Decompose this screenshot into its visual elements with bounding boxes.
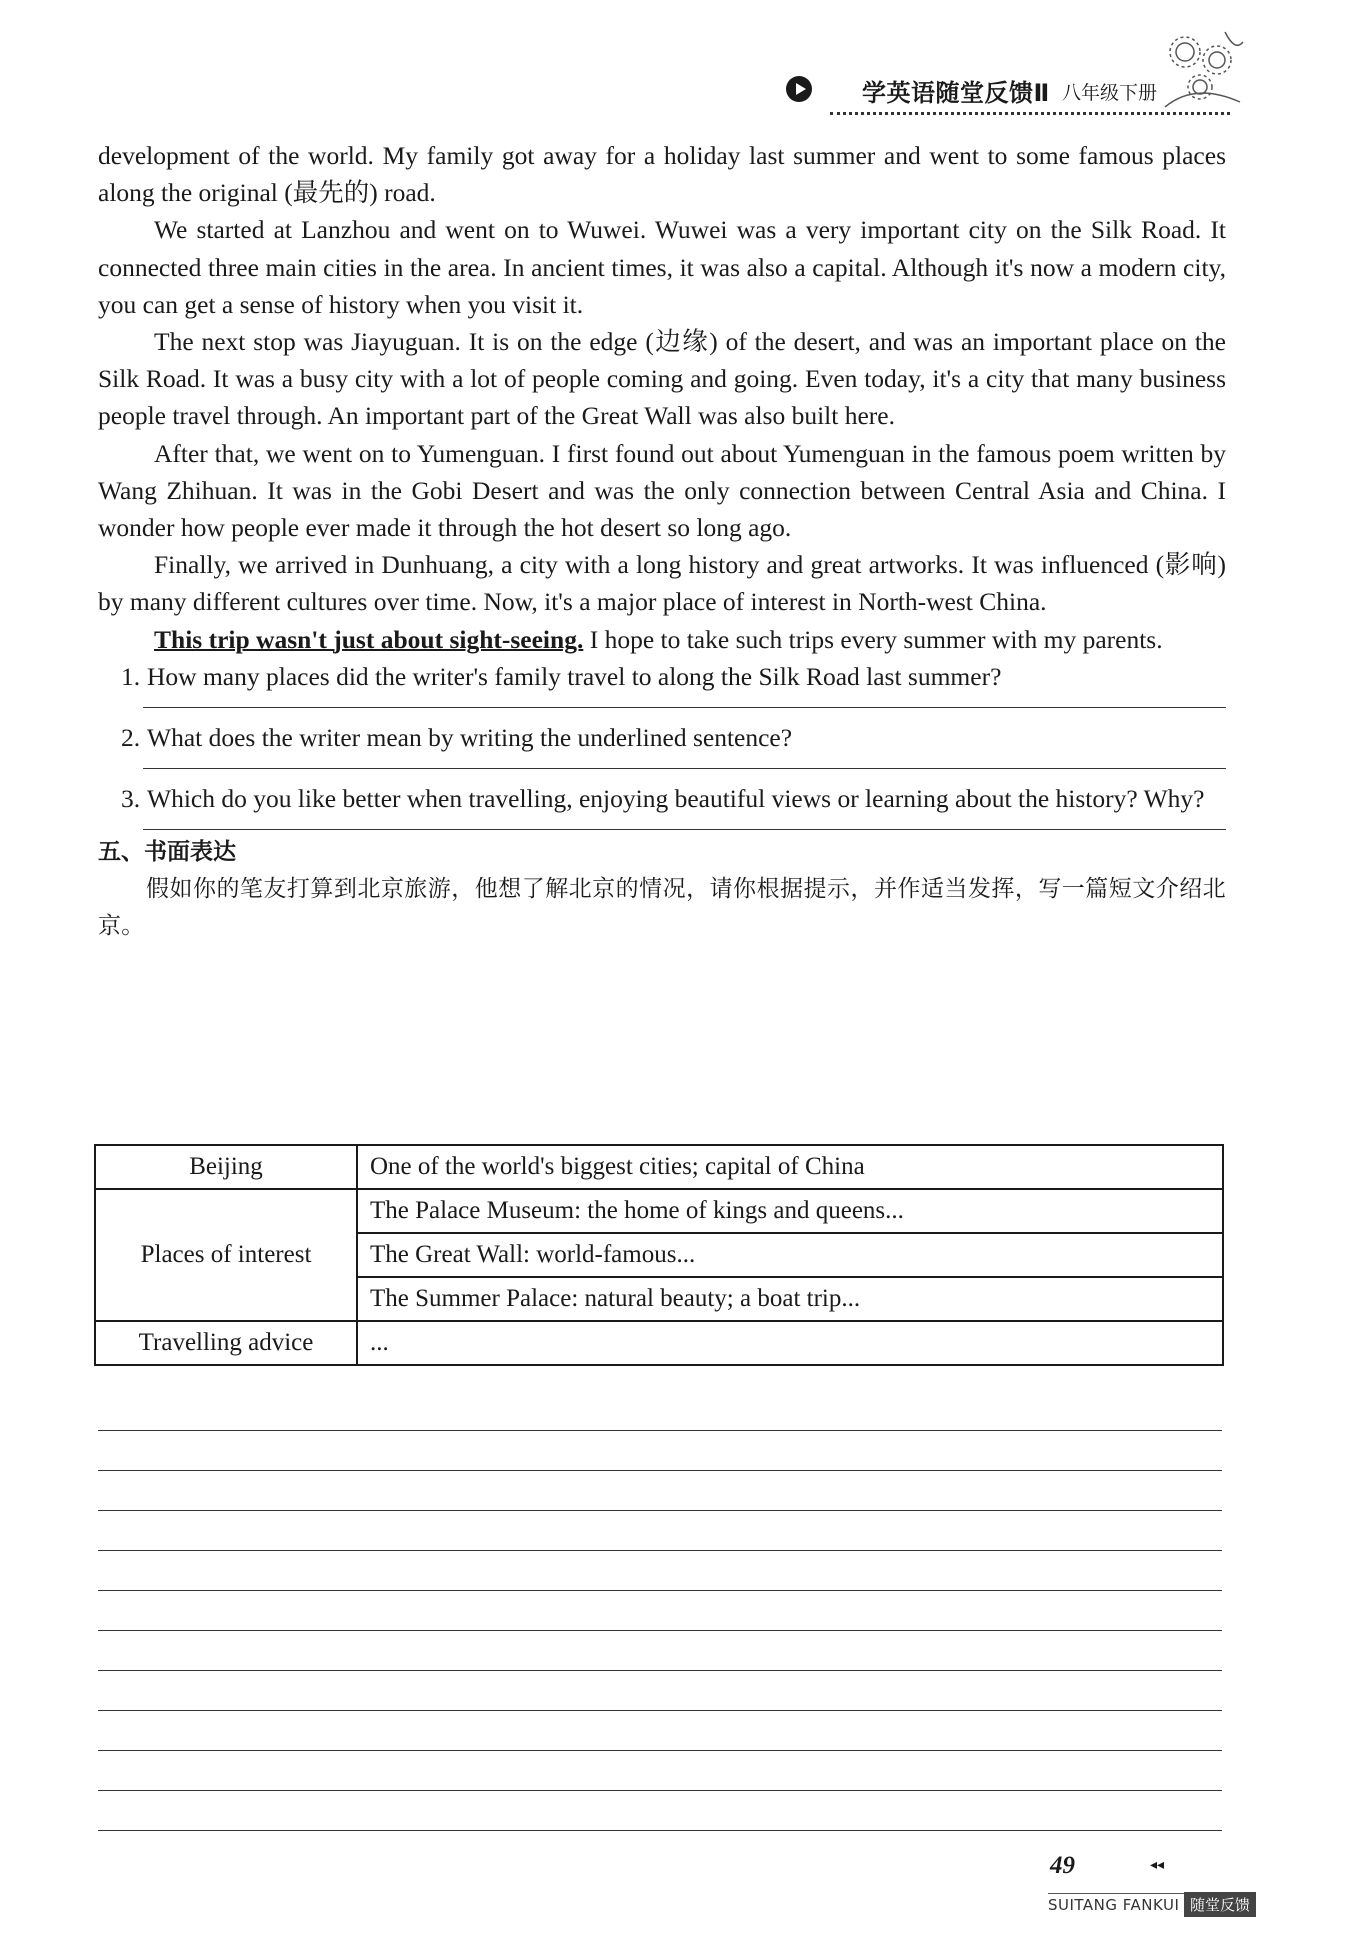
table-row bbox=[95, 1145, 1223, 1189]
writing-line[interactable] bbox=[98, 1430, 1222, 1431]
answer-line-3[interactable] bbox=[143, 829, 1226, 830]
table-cell-label: Beijing bbox=[95, 1145, 357, 1189]
passage-paragraph-2: We started at Lanzhou and went on to Wuwei. Wuwei was a very important city on the Silk Road. It connected three main cities in the area. In ancient times, it was also a capital. Although it's now a modern city, you can get a sense of history when you visit it. bbox=[98, 215, 1226, 319]
writing-line[interactable] bbox=[98, 1630, 1222, 1631]
question-text: Which do you like better when travelling, enjoying beautiful views or learning about the history? Why? bbox=[147, 784, 1205, 814]
writing-line[interactable] bbox=[98, 1830, 1222, 1831]
question-2 bbox=[98, 719, 1226, 756]
question-number: 2. bbox=[121, 723, 141, 753]
question-number: 1. bbox=[121, 661, 141, 691]
table-cell-value: One of the world's biggest cities; capital of China bbox=[357, 1145, 1223, 1189]
passage-paragraph-5: Finally, we arrived in Dunhuang, a city with a long history and great artworks. It was influenced (影响) by many different cultures over time. Now, it's a major place of interest in North-west China. bbox=[98, 550, 1226, 617]
table-cell-value: The Palace Museum: the home of kings and queens... bbox=[357, 1189, 1223, 1233]
footer-brand bbox=[1048, 1893, 1256, 1916]
passage-paragraph-3: The next stop was Jiayuguan. It is on the edge (边缘) of the desert, and was an important place on the Silk Road. It was a busy city with a lot of people coming and going. Even today, it's a city that many business people travel through. An important part of the Great Wall was also built here. bbox=[98, 327, 1226, 431]
writing-line[interactable] bbox=[98, 1510, 1222, 1511]
underlined-sentence: This trip wasn't just about sight-seeing. bbox=[154, 624, 584, 654]
flower-decoration-icon bbox=[1155, 22, 1250, 117]
table-row bbox=[95, 1189, 1223, 1233]
writing-line[interactable] bbox=[98, 1710, 1222, 1711]
table-cell-value: ... bbox=[357, 1321, 1223, 1365]
table-cell-label: Travelling advice bbox=[95, 1321, 357, 1365]
main-content bbox=[98, 137, 1226, 945]
footer-brand-en: SUITANG FANKUI bbox=[1048, 1896, 1180, 1914]
passage-paragraph-6 bbox=[98, 621, 1226, 658]
answer-line-1[interactable] bbox=[143, 707, 1226, 708]
passage-paragraph-1: development of the world. My family got away for a holiday last summer and went to some famous places along the original (最先的) road. bbox=[98, 141, 1226, 208]
page-header bbox=[780, 70, 1250, 120]
question-text: How many places did the writer's family travel to along the Silk Road last summer? bbox=[147, 661, 1002, 691]
table-row bbox=[95, 1321, 1223, 1365]
writing-line[interactable] bbox=[98, 1750, 1222, 1751]
question-3 bbox=[98, 780, 1226, 817]
page-number: 49 bbox=[1050, 1852, 1075, 1879]
question-text: What does the writer mean by writing the underlined sentence? bbox=[147, 723, 793, 753]
writing-line[interactable] bbox=[98, 1470, 1222, 1471]
passage-paragraph-4: After that, we went on to Yumenguan. I first found out about Yumenguan in the famous poem written by Wang Zhihuan. It was in the Gobi Desert and was the only connection between Central Asia and China. I wonder how people ever made it through the hot desert so long ago. bbox=[98, 438, 1226, 543]
writing-prompt-table bbox=[94, 1144, 1224, 1366]
writing-instruction: 假如你的笔友打算到北京旅游，他想了解北京的情况，请你根据提示，并作适当发挥，写一篇短文介绍北京。 bbox=[98, 876, 1226, 940]
table-cell-value: The Summer Palace: natural beauty; a boat trip... bbox=[357, 1277, 1223, 1321]
question-1 bbox=[98, 658, 1226, 695]
book-grade: 八年级下册 bbox=[1062, 82, 1158, 104]
question-number: 3. bbox=[121, 784, 141, 814]
arrow-left-icon: ◂◂ bbox=[1150, 1858, 1165, 1873]
table-cell-value: The Great Wall: world-famous... bbox=[357, 1233, 1223, 1277]
answer-line-2[interactable] bbox=[143, 768, 1226, 769]
writing-line[interactable] bbox=[98, 1550, 1222, 1551]
writing-line[interactable] bbox=[98, 1670, 1222, 1671]
paragraph-6-rest: I hope to take such trips every summer with my parents. bbox=[583, 624, 1163, 654]
table-cell-label: Places of interest bbox=[95, 1189, 357, 1321]
writing-line[interactable] bbox=[98, 1590, 1222, 1591]
play-circle-icon bbox=[786, 76, 812, 102]
book-title: 学英语随堂反馈Ⅱ bbox=[862, 79, 1050, 107]
writing-line[interactable] bbox=[98, 1790, 1222, 1791]
footer-brand-zh: 随堂反馈 bbox=[1184, 1892, 1256, 1917]
section-title-writing: 五、书面表达 bbox=[98, 839, 236, 866]
